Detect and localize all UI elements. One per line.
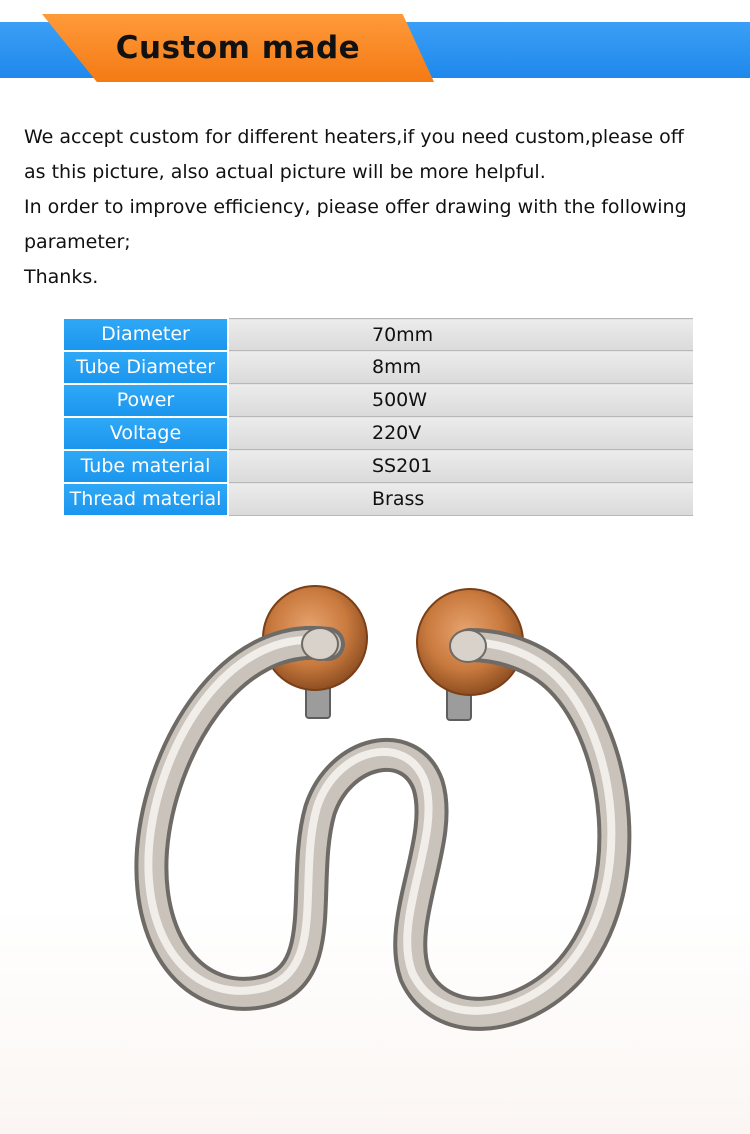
table-row xyxy=(64,483,693,516)
spec-label: Tube material xyxy=(64,450,228,483)
intro-text xyxy=(24,120,740,295)
spec-value: Brass xyxy=(228,483,693,516)
spec-label: Voltage xyxy=(64,417,228,450)
table-row xyxy=(64,417,693,450)
table-row xyxy=(64,450,693,483)
intro-line: Thanks. xyxy=(24,266,99,288)
table-row xyxy=(64,319,693,351)
spec-label: Thread material xyxy=(64,483,228,516)
page-title: Custom made xyxy=(115,30,361,66)
spec-table xyxy=(64,318,693,517)
intro-line: We accept custom for different heaters,if you need custom,please off xyxy=(24,126,684,148)
spec-value: 500W xyxy=(228,384,693,417)
spec-value: 70mm xyxy=(228,319,693,351)
spec-label: Tube Diameter xyxy=(64,351,228,384)
intro-line: as this picture, also actual picture will be more helpful. xyxy=(24,161,546,183)
spec-label: Diameter xyxy=(64,319,228,351)
spec-value: 8mm xyxy=(228,351,693,384)
heating-element-image xyxy=(0,560,750,1134)
table-row xyxy=(64,351,693,384)
spec-value: 220V xyxy=(228,417,693,450)
table-row xyxy=(64,384,693,417)
spec-value: SS201 xyxy=(228,450,693,483)
intro-line: parameter; xyxy=(24,231,131,253)
intro-line: In order to improve efficiency, piease offer drawing with the following xyxy=(24,196,687,218)
spec-label: Power xyxy=(64,384,228,417)
